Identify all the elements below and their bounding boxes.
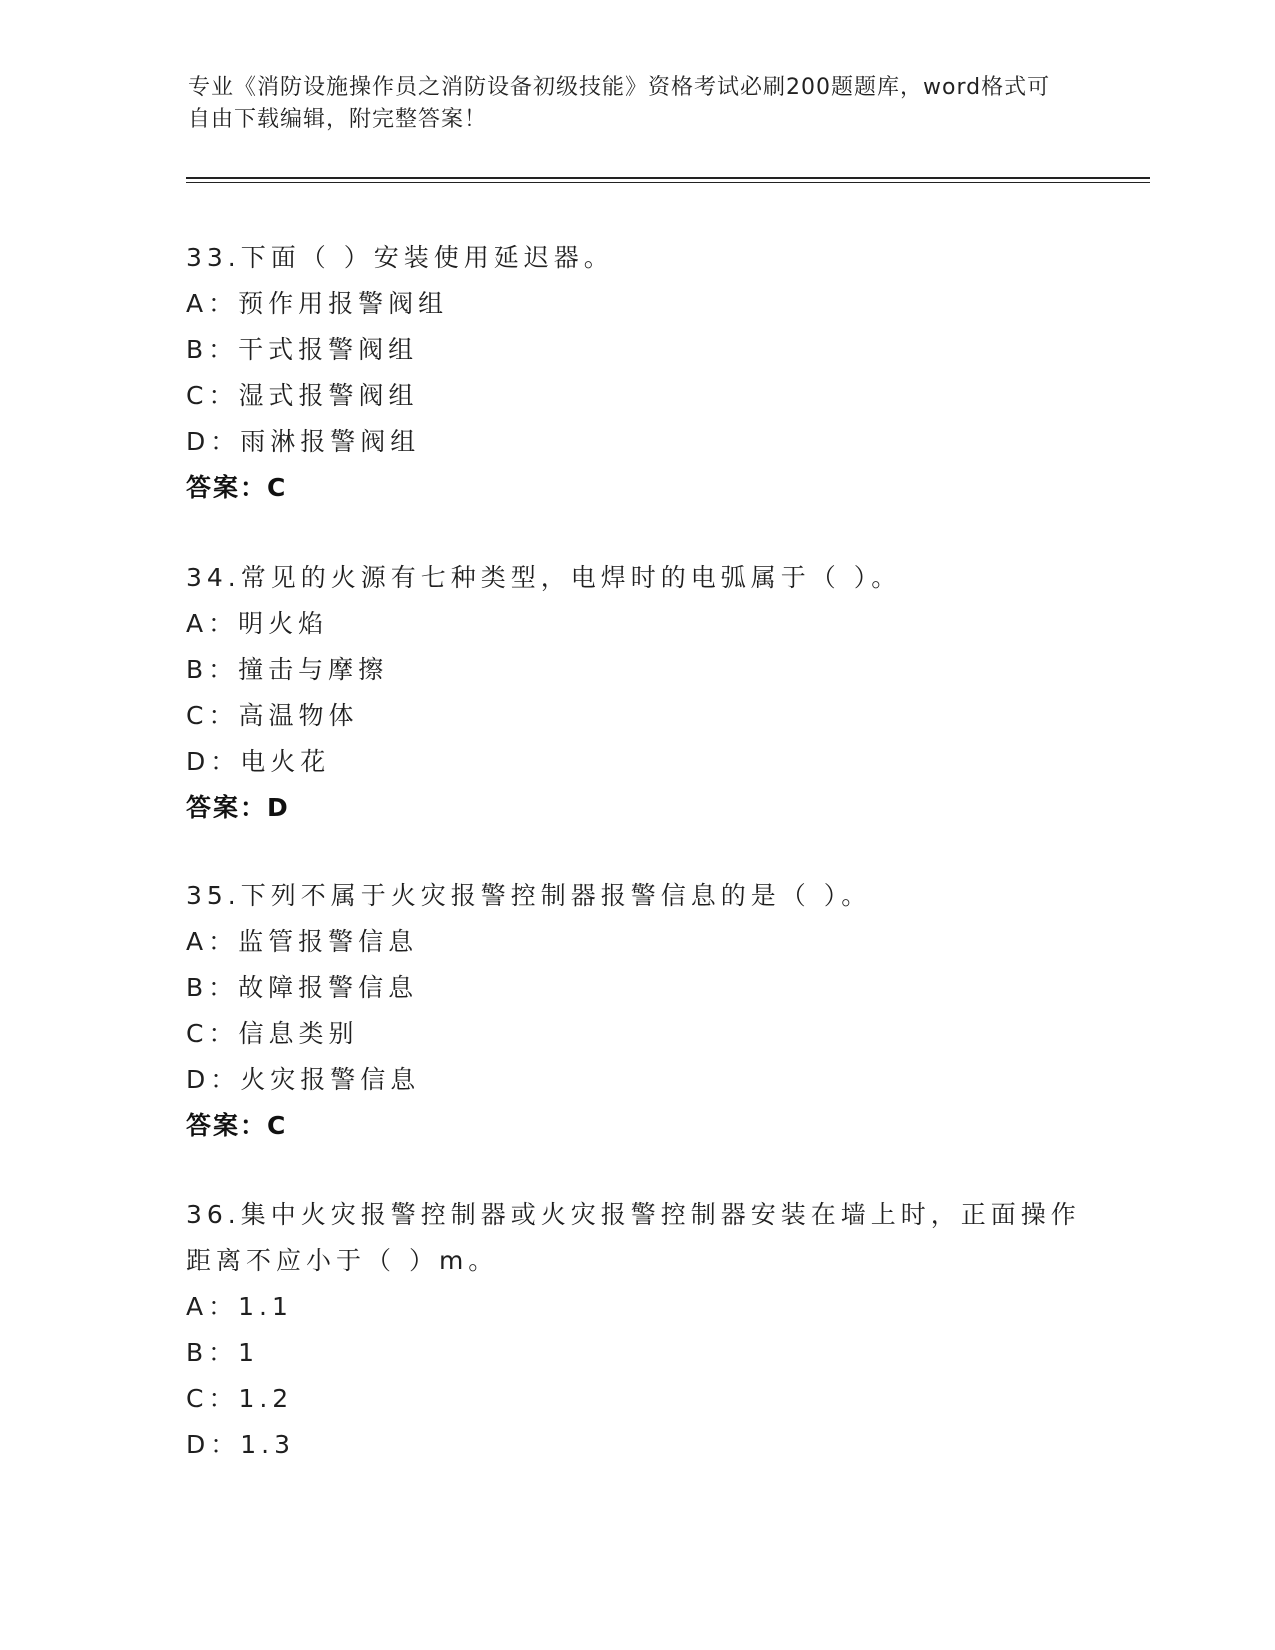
option-c: C：湿式报警阀组 (186, 381, 419, 410)
option-b: B：故障报警信息 (186, 973, 419, 1002)
option-b: B：干式报警阀组 (186, 335, 419, 364)
option-c: C：1.2 (186, 1384, 294, 1413)
question-stem: 36.集中火灾报警控制器或火灾报警控制器安装在墙上时，正面操作距离不应小于（ ）m。 (186, 1200, 1081, 1275)
option-b: B：撞击与摩擦 (186, 655, 389, 684)
question-34 (186, 555, 1086, 831)
option-c: C：高温物体 (186, 701, 359, 730)
question-stem: 35.下列不属于火灾报警控制器报警信息的是（ ）。 (186, 881, 872, 910)
option-d: D：1.3 (186, 1430, 296, 1459)
question-stem: 33.下面（ ）安装使用延迟器。 (186, 243, 614, 272)
question-36 (186, 1192, 1086, 1468)
question-33 (186, 235, 1086, 511)
option-b: B：1 (186, 1338, 260, 1367)
option-c: C：信息类别 (186, 1019, 359, 1048)
option-d: D：雨淋报警阀组 (186, 427, 421, 456)
option-d: D：火灾报警信息 (186, 1065, 421, 1094)
answer-line: 答案：C (186, 473, 288, 502)
option-a: A：明火焰 (186, 609, 329, 638)
header-divider-thick (186, 177, 1150, 179)
option-a: A：1.1 (186, 1292, 293, 1321)
document-header: 专业《消防设施操作员之消防设备初级技能》资格考试必刷200题题库，word格式可自由下载编辑，附完整答案！ (188, 75, 1051, 132)
header-divider-thin (186, 182, 1150, 183)
option-d: D：电火花 (186, 747, 331, 776)
question-stem: 34.常见的火源有七种类型，电焊时的电弧属于（ ）。 (186, 563, 902, 592)
question-35 (186, 873, 1086, 1149)
answer-line: 答案：D (186, 793, 290, 822)
option-a: A：监管报警信息 (186, 927, 419, 956)
answer-line: 答案：C (186, 1111, 288, 1140)
option-a: A：预作用报警阀组 (186, 289, 449, 318)
